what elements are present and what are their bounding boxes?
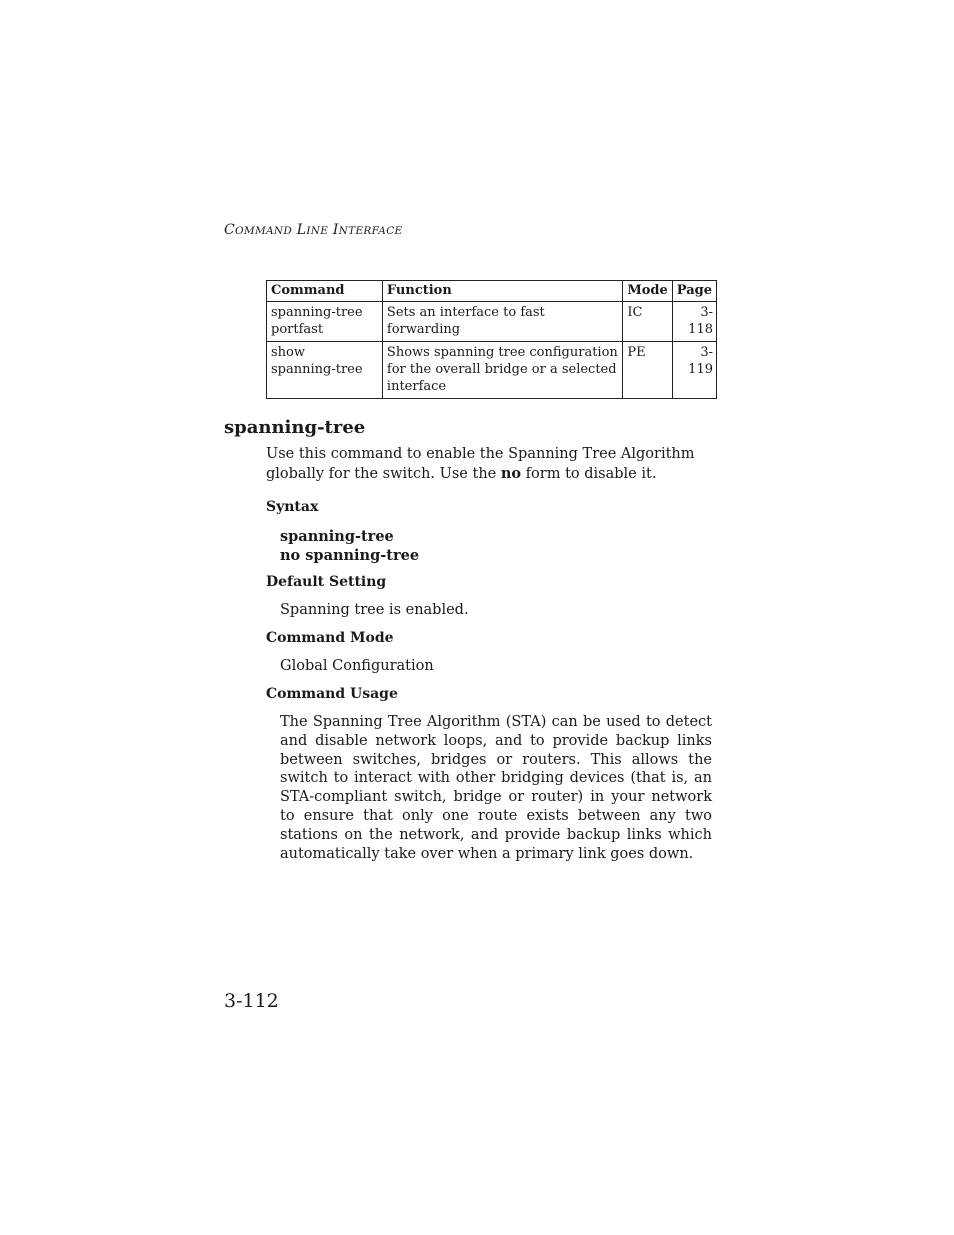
cell-page: 3-119 <box>672 342 716 399</box>
cell-mode: PE <box>623 342 672 399</box>
default-setting-text: Spanning tree is enabled. <box>280 602 469 618</box>
header-ommand: OMMAND <box>235 225 293 237</box>
command-mode-text: Global Configuration <box>280 658 434 674</box>
intro-paragraph <box>266 444 718 484</box>
cell-command-line: show <box>271 345 305 360</box>
col-header-function: Function <box>382 281 622 302</box>
command-mode-label: Command Mode <box>266 630 394 646</box>
col-header-page: Page <box>672 281 716 302</box>
header-i: I <box>332 222 339 238</box>
cell-command-line: spanning-tree <box>271 362 363 377</box>
syntax-label: Syntax <box>266 499 319 515</box>
cell-mode: IC <box>623 302 672 342</box>
header-c: C <box>224 222 236 238</box>
header-l: L <box>296 222 307 238</box>
header-ine: INE <box>306 225 329 237</box>
col-header-command: Command <box>267 281 383 302</box>
intro-bold: no <box>500 465 522 482</box>
command-usage-label: Command Usage <box>266 686 398 702</box>
page-number: 3-112 <box>224 990 279 1012</box>
cell-function: Sets an interface to fast forwarding <box>382 302 622 342</box>
col-header-mode: Mode <box>623 281 672 302</box>
intro-text-end: form to disable it. <box>521 466 657 482</box>
syntax-line: spanning-tree <box>280 528 394 545</box>
syntax-block <box>280 527 419 565</box>
command-usage-text: The Spanning Tree Algorithm (STA) can be used to detect and disable network loops, and to provide backup links between switches, bridges or routers. This allows the switch to interact with other bridging devices (that is, an STA-compliant switch, bridge or router) in your network to ensure that only one route exists between any two stations on the network, and provide backup links which automatically take over when a primary link goes down. <box>280 714 712 862</box>
table-row <box>267 302 717 342</box>
intro-text: Use this command to enable the Spanning Tree Algorithm globally for the switch. Use the <box>266 446 695 482</box>
cell-command <box>267 302 383 342</box>
command-table <box>266 280 717 399</box>
cell-command <box>267 342 383 399</box>
cell-command-line: portfast <box>271 322 324 337</box>
section-title: spanning-tree <box>224 417 366 438</box>
table-header-row <box>267 281 717 302</box>
cell-function: Shows spanning tree configuration for the overall bridge or a selected interface <box>382 342 622 399</box>
header-nterface: NTERFACE <box>338 225 403 237</box>
default-setting-label: Default Setting <box>266 574 387 590</box>
table-row <box>267 342 717 399</box>
syntax-line: no spanning-tree <box>280 547 420 564</box>
cell-page: 3-118 <box>672 302 716 342</box>
running-header <box>224 222 403 238</box>
cell-command-line: spanning-tree <box>271 305 363 320</box>
